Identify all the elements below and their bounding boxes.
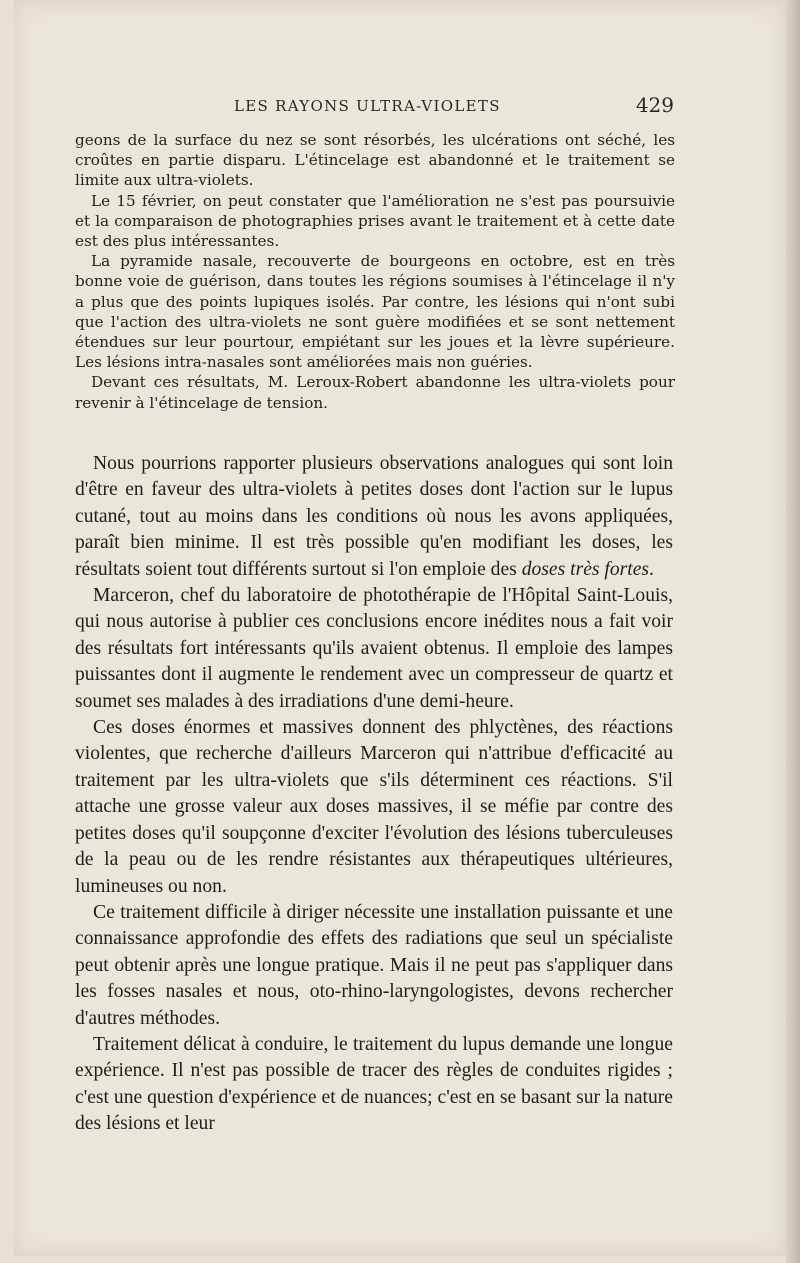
running-title: LES RAYONS ULTRA-VIOLETS (234, 97, 501, 115)
page-number: 429 (635, 93, 674, 117)
observation-text (75, 130, 675, 413)
paragraph: Marceron, chef du laboratoire de photothérapie de l'Hôpital Saint-Louis, qui nous autorise à publier ces conclusions encore inédites nous a fait voir des résultats fort intéressants qu'ils avaient obtenus. Il emploie des lampes puissantes dont il augmente le rendement avec un compresseur de quartz et soumet ses malades à des irradiations d'une demi-heure. (75, 585, 673, 712)
main-text (75, 451, 673, 1138)
paragraph-text: Nous pourrions rapporter plusieurs observations analogues qui sont loin d'être en faveur des ultra-violets à petites doses dont l'action sur le lupus cutané, tout au moins dans les conditions où nous les avons appliquées, paraît bien minime. Il est très possible qu'en modifiant les doses, les résultats soient tout différents surtout si l'on emploie des (75, 453, 673, 580)
emphasis-text: doses très fortes (521, 558, 650, 580)
page-header (234, 93, 674, 123)
paragraph: Ces doses énormes et massives donnent des phlyctènes, des réactions violentes, que recherche d'ailleurs Marceron qui n'attribue d'efficacité au traitement par les ultra-violets que s'ils déterminent ces réactions. S'il attache une grosse valeur aux doses massives, il se méfie par contre des petites doses qu'il soupçonne d'exciter l'évolution des lésions tuberculeuses de la peau ou de les rendre résistantes aux thérapeutiques ultérieures, lumineuses ou non. (75, 717, 673, 897)
paragraph: geons de la surface du nez se sont résorbés, les ulcérations ont séché, les croûtes en partie disparu. L'étincelage est abandonné et le traitement se limite aux ultra-violets. (75, 131, 675, 190)
page-edge-shadow (786, 0, 800, 1263)
paragraph: Devant ces résultats, M. Leroux-Robert abandonne les ultra-violets pour revenir à l'étincelage de tension. (75, 373, 675, 412)
paragraph: Le 15 février, on peut constater que l'amélioration ne s'est pas poursuivie et la comparaison de photographies prises avant le traitement et à cette date est des plus intéressantes. (75, 191, 675, 251)
paragraph: La pyramide nasale, recouverte de bourgeons en octobre, est en très bonne voie de guérison, dans toutes les régions soumises à l'étincelage il n'y a plus que des points lupiques isolés. Par contre, les lésions qui n'ont subi que l'action des ultra-violets ne sont guère modifiées et se sont nettement étendues sur leur pourtour, empiétant sur les joues et la lèvre supérieure. Les lésions intra-nasales sont améliorées mais non guéries. (75, 252, 675, 372)
paragraph-text: . (649, 558, 654, 580)
paragraph: Traitement délicat à conduire, le traitement du lupus demande une longue expérience. Il n'est pas possible de tracer des règles de conduites rigides ; c'est une question d'expérience et de nuances; c'est en se basant sur la nature des lésions et leur (75, 1033, 673, 1135)
paragraph: Ce traitement difficile à diriger nécessite une installation puissante et une connaissance approfondie des effets des radiations que seul un spécialiste peut obtenir après une longue pratique. Mais il ne peut pas s'appliquer dans les fosses nasales et nous, oto-rhino-laryngologistes, devons rechercher d'autres méthodes. (75, 901, 673, 1029)
paragraph (75, 451, 673, 583)
